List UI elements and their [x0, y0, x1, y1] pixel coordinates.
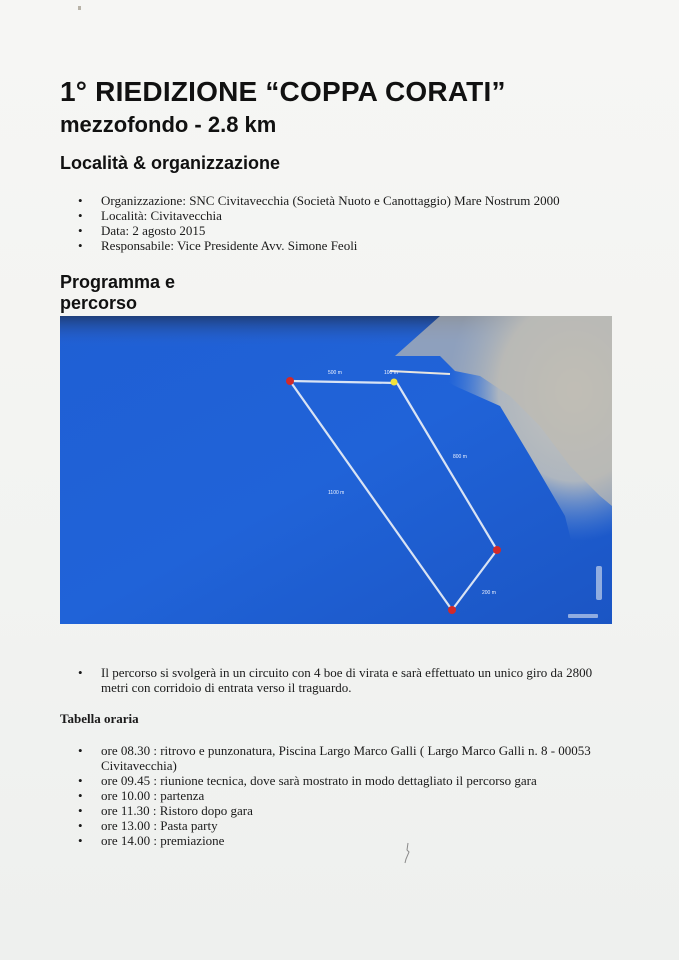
program-heading-line1: Programma e	[60, 272, 176, 292]
distance-label: 200 m	[482, 590, 496, 596]
location-section-heading	[60, 153, 280, 174]
buoy-yellow-icon	[391, 379, 398, 386]
page-subtitle: mezzofondo - 2.8 km	[60, 112, 277, 137]
list-item: • Responsabile: Vice Presidente Avv. Simone Feoli	[60, 238, 620, 253]
program-section-heading	[60, 272, 200, 314]
location-heading: Località & organizzazione	[60, 153, 281, 173]
program-heading-line2: percorso	[60, 293, 138, 313]
distance-label: 500 m	[328, 370, 342, 376]
buoy-red-icon	[493, 546, 501, 554]
list-item: • ore 13.00 : Pasta party	[60, 818, 620, 833]
list-item: • ore 14.00 : premiazione	[60, 833, 620, 848]
buoy-red-icon	[448, 606, 456, 614]
list-item: • Organizzazione: SNC Civitavecchia (Società Nuoto e Canottaggio) Mare Nostrum 2000	[60, 193, 620, 208]
course-note-list	[60, 665, 620, 695]
list-item: • ore 11.30 : Ristoro dopo gara	[60, 803, 620, 818]
list-item: • Il percorso si svolgerà in un circuito con 4 boe di virata e sarà effettuato un unico giro da 2800 metri con corridoio di entrata verso il traguardo.	[60, 665, 620, 695]
distance-label: 800 m	[453, 454, 467, 460]
list-item: • ore 08.30 : ritrovo e punzonatura, Piscina Largo Marco Galli ( Largo Marco Galli n. 8 - 00053 Civitavecchia)	[60, 743, 620, 773]
list-item: • ore 10.00 : partenza	[60, 788, 620, 803]
course-map-image	[60, 316, 612, 624]
location-list	[60, 193, 620, 253]
pen-mark	[403, 842, 411, 864]
schedule-title: Tabella oraria	[60, 711, 139, 726]
map-caption	[568, 614, 598, 618]
list-item: • ore 09.45 : riunione tecnica, dove sarà mostrato in modo dettagliato il percorso gara	[60, 773, 620, 788]
page-title: 1° RIEDIZIONE “COPPA CORATI”	[60, 76, 506, 107]
course-map-svg	[60, 316, 612, 624]
distance-label: 100 m	[384, 370, 398, 376]
list-item: • Data: 2 agosto 2015	[60, 223, 620, 238]
schedule-list	[60, 743, 620, 848]
distance-label: 1100 m	[328, 490, 345, 496]
zoom-control	[596, 566, 602, 600]
paper-speck	[78, 6, 81, 10]
list-item: • Località: Civitavecchia	[60, 208, 620, 223]
buoy-red-icon	[286, 377, 294, 385]
